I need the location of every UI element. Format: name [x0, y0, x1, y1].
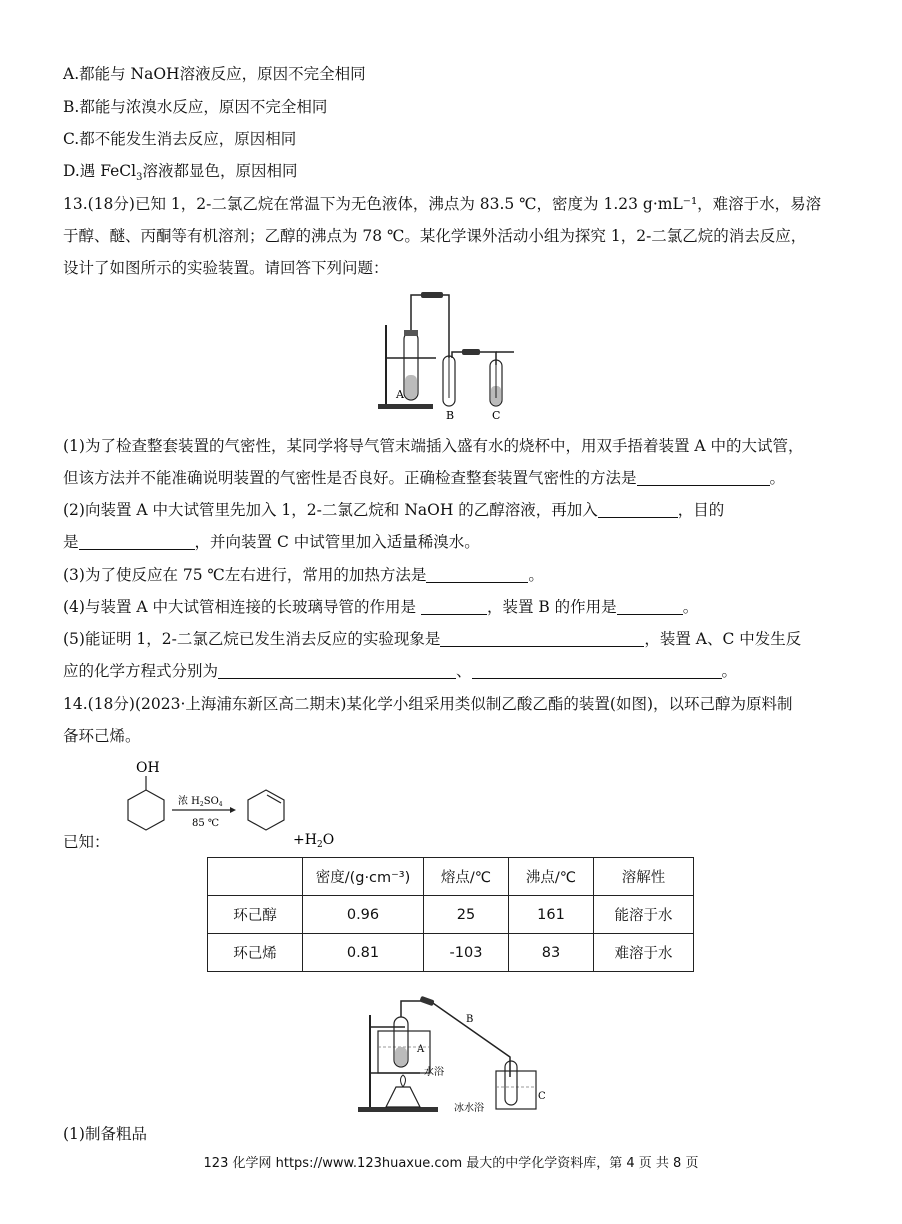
- option-a: A.都能与 NaOH溶液反应，原因不完全相同: [63, 65, 366, 83]
- table-header-cell: 密度/(g·cm⁻³): [303, 858, 424, 896]
- q13-part3: (3)为了使反应在 75 ℃左右进行，常用的加热方法是 。: [63, 566, 544, 584]
- figure1-label-b: B: [446, 409, 455, 420]
- known-label: 已知：: [63, 833, 110, 851]
- table-header-row: [208, 858, 694, 896]
- figure2-label-a: A: [417, 1044, 425, 1055]
- page-footer: 123 化学网 https://www.123huaxue.com 最大的中学化学资料库，第 4 页 共 8 页: [203, 1156, 699, 1171]
- answer-blank-4[interactable]: [426, 568, 528, 583]
- apparatus-figure-1: [374, 290, 524, 420]
- q13-part2-line-1: (2)向装置 A 中大试管里先加入 1，2-二氯乙烷和 NaOH 的乙醇溶液，再加入 ，目的: [63, 501, 725, 519]
- table-cell: 环己烯: [208, 934, 303, 972]
- water-bath-label: 水浴: [424, 1067, 444, 1078]
- table-cell: 0.81: [303, 934, 424, 972]
- hydroxyl-label: OH: [136, 760, 160, 776]
- figure2-label-b: B: [466, 1014, 474, 1025]
- table-row: [208, 934, 694, 972]
- table-cell: 25: [424, 896, 509, 934]
- properties-table: [207, 857, 694, 972]
- table-header-cell: [208, 858, 303, 896]
- table-cell: 环己醇: [208, 896, 303, 934]
- option-c: C.都不能发生消去反应，原因相同: [63, 130, 297, 148]
- answer-blank-6[interactable]: [617, 600, 683, 615]
- answer-blank-7[interactable]: [440, 632, 644, 647]
- water-product: $+H_2O$: [293, 832, 335, 850]
- table-cell: 161: [509, 896, 594, 934]
- table-cell: 83: [509, 934, 594, 972]
- apparatus-figure-2: [350, 995, 560, 1115]
- condition-label: 85 ℃: [192, 818, 220, 829]
- cyclohexanol-ring: [128, 790, 164, 830]
- figure1-label-a: A: [396, 388, 404, 401]
- q13-part2-line-2: 是 ，并向装置 C 中试管里加入适量稀溴水。: [63, 533, 480, 551]
- answer-blank-8[interactable]: [218, 664, 456, 679]
- q13-part1-line-2: 但该方法并不能准确说明装置的气密性是否良好。正确检查整套装置气密性的方法是 。: [63, 469, 786, 487]
- q13-part5-line-2: 应的化学方程式分别为 、 。: [63, 662, 738, 680]
- cyclohexene-ring: [248, 790, 284, 830]
- q13-part4: (4)与装置 A 中大试管相连接的长玻璃导管的作用是 ，装置 B 的作用是 。: [63, 598, 699, 616]
- table-cell: 0.96: [303, 896, 424, 934]
- q14-part1: (1)制备粗品: [63, 1125, 147, 1143]
- q13-line-2: 于醇、醚、丙酮等有机溶剂；乙醇的沸点为 78 ℃。某化学课外活动小组为探究 1，2-二氯乙烷的消去反应，: [63, 227, 807, 245]
- q13-part1-line-1: (1)为了检查整套装置的气密性，某同学将导气管末端插入盛有水的烧杯中，用双手捂着装置 A 中的大试管，: [63, 437, 804, 455]
- table-cell: 能溶于水: [594, 896, 694, 934]
- q14-line-2: 备环己烯。: [63, 727, 141, 745]
- reaction-scheme: [120, 758, 350, 858]
- answer-blank-1[interactable]: [637, 471, 770, 486]
- q13-line-3: 设计了如图所示的实验装置。请回答下列问题：: [63, 259, 389, 277]
- option-d: D.遇 FeCl$_3$溶液都显色，原因相同: [63, 162, 298, 184]
- table-cell: 难溶于水: [594, 934, 694, 972]
- answer-blank-3[interactable]: [79, 535, 195, 550]
- table-header-cell: 溶解性: [594, 858, 694, 896]
- q14-line-1: 14.(18分)(2023·上海浦东新区高二期末)某化学小组采用类似制乙酸乙酯的装置(如图)，以环己醇为原料制: [63, 695, 793, 713]
- option-b: B.都能与浓溴水反应，原因不完全相同: [63, 98, 328, 116]
- reagent-label: 浓 $H_2SO_4$: [178, 796, 223, 808]
- figure2-label-c: C: [538, 1091, 546, 1102]
- table-header-cell: 熔点/℃: [424, 858, 509, 896]
- q13-line-1: 13.(18分)已知 1，2-二氯乙烷在常温下为无色液体，沸点为 83.5 ℃，密度为 1.23 g·mL⁻¹，难溶于水，易溶: [63, 195, 822, 213]
- table-row: [208, 896, 694, 934]
- answer-blank-5[interactable]: [421, 600, 487, 615]
- table-cell: -103: [424, 934, 509, 972]
- figure1-label-c: C: [492, 409, 501, 420]
- table-header-cell: 沸点/℃: [509, 858, 594, 896]
- answer-blank-9[interactable]: [472, 664, 722, 679]
- ice-bath-label: 冰水浴: [454, 1103, 484, 1114]
- q13-part5-line-1: (5)能证明 1，2-二氯乙烷已发生消去反应的实验现象是 ，装置 A、C 中发生反: [63, 630, 802, 648]
- answer-blank-2[interactable]: [598, 503, 678, 518]
